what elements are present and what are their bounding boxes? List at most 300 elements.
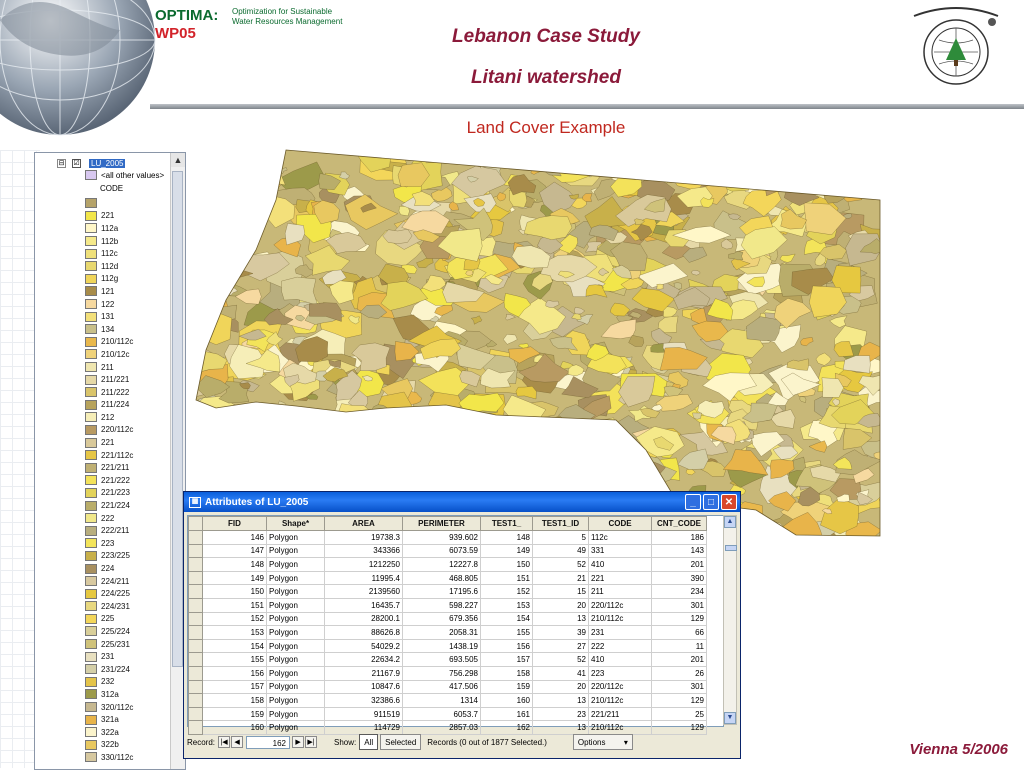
table-cell[interactable]: 17195.6 [403, 585, 481, 599]
table-cell[interactable]: 756.298 [403, 666, 481, 680]
land-cover-polygon[interactable] [209, 218, 229, 230]
column-header[interactable]: TEST1_ [481, 517, 533, 531]
table-cell[interactable]: 210/112c [589, 694, 652, 708]
land-cover-polygon[interactable] [559, 148, 591, 174]
table-cell[interactable]: 161 [481, 707, 533, 721]
table-cell[interactable]: 1212250 [325, 558, 403, 572]
legend-item[interactable] [85, 663, 133, 676]
table-cell[interactable]: 26 [652, 666, 707, 680]
legend-swatch[interactable] [85, 211, 97, 221]
table-cell[interactable]: Polygon [267, 585, 325, 599]
table-cell[interactable]: 155 [481, 626, 533, 640]
land-cover-polygon[interactable] [217, 437, 244, 464]
table-row[interactable] [189, 680, 707, 694]
table-cell[interactable]: 331 [589, 544, 652, 558]
land-cover-polygon[interactable] [192, 296, 220, 311]
land-cover-polygon[interactable] [406, 417, 425, 434]
legend-item[interactable] [85, 701, 133, 714]
legend-swatch[interactable] [85, 261, 97, 271]
land-cover-polygon[interactable] [319, 456, 347, 477]
table-cell[interactable]: 150 [203, 585, 267, 599]
row-selector[interactable] [189, 626, 203, 640]
legend-item[interactable] [85, 625, 133, 638]
land-cover-polygon[interactable] [206, 210, 253, 241]
land-cover-polygon[interactable] [478, 463, 507, 479]
legend-item[interactable] [85, 210, 133, 223]
table-cell[interactable]: 20 [533, 680, 589, 694]
row-selector[interactable] [189, 598, 203, 612]
land-cover-map[interactable] [196, 150, 880, 536]
table-cell[interactable]: Polygon [267, 598, 325, 612]
land-cover-polygon[interactable] [513, 141, 565, 172]
land-cover-polygon[interactable] [497, 442, 534, 469]
land-cover-polygon[interactable] [518, 144, 548, 166]
row-selector[interactable] [189, 544, 203, 558]
land-cover-polygon[interactable] [240, 198, 261, 213]
legend-item[interactable] [85, 562, 133, 575]
table-cell[interactable]: 129 [652, 612, 707, 626]
legend-swatch[interactable] [85, 475, 97, 485]
land-cover-polygon[interactable] [611, 152, 631, 171]
table-cell[interactable]: 221/211 [589, 707, 652, 721]
land-cover-polygon[interactable] [536, 442, 564, 463]
land-cover-polygon[interactable] [210, 226, 228, 241]
legend-item[interactable] [85, 197, 133, 210]
land-cover-polygon[interactable] [654, 150, 677, 166]
minimize-button[interactable]: _ [685, 494, 701, 510]
legend-swatch[interactable] [85, 312, 97, 322]
table-cell[interactable]: 28200.1 [325, 612, 403, 626]
legend-item[interactable] [85, 273, 133, 286]
window-titlebar[interactable] [184, 492, 740, 512]
legend-swatch[interactable] [85, 652, 97, 662]
table-cell[interactable]: 129 [652, 721, 707, 735]
previous-record-icon[interactable]: ◀ [231, 736, 243, 748]
land-cover-polygon[interactable] [549, 419, 560, 425]
land-cover-polygon[interactable] [300, 444, 319, 461]
land-cover-polygon[interactable] [348, 471, 360, 480]
table-cell[interactable]: 54029.2 [325, 639, 403, 653]
land-cover-polygon[interactable] [483, 478, 497, 491]
table-cell[interactable]: 160 [203, 721, 267, 735]
land-cover-polygon[interactable] [226, 211, 243, 224]
legend-item[interactable] [85, 461, 133, 474]
legend-swatch[interactable] [85, 400, 97, 410]
scroll-up-icon[interactable]: ▲ [724, 516, 736, 528]
table-cell[interactable]: 210/112c [589, 612, 652, 626]
land-cover-polygon[interactable] [706, 152, 757, 180]
land-cover-polygon[interactable] [390, 434, 434, 460]
legend-swatch[interactable] [85, 551, 97, 561]
last-record-icon[interactable]: ▶| [305, 736, 317, 748]
land-cover-polygon[interactable] [235, 239, 244, 247]
land-cover-polygon[interactable] [342, 473, 371, 486]
table-cell[interactable]: 27 [533, 639, 589, 653]
land-cover-polygon[interactable] [339, 458, 356, 471]
table-cell[interactable]: 11 [652, 639, 707, 653]
table-cell[interactable]: 153 [203, 626, 267, 640]
legend-item[interactable] [85, 323, 133, 336]
record-number-input[interactable]: 162 [246, 736, 290, 749]
table-cell[interactable]: 598.227 [403, 598, 481, 612]
land-cover-polygon[interactable] [431, 415, 478, 448]
table-cell[interactable]: 160 [481, 694, 533, 708]
table-cell[interactable]: Polygon [267, 612, 325, 626]
land-cover-polygon[interactable] [226, 452, 242, 465]
table-cell[interactable]: 149 [481, 544, 533, 558]
legend-swatch[interactable] [85, 689, 97, 699]
land-cover-polygon[interactable] [571, 141, 594, 159]
table-cell[interactable]: 679.356 [403, 612, 481, 626]
column-header[interactable]: Shape* [267, 517, 325, 531]
table-cell[interactable]: 220/112c [589, 680, 652, 694]
land-cover-polygon[interactable] [346, 416, 382, 449]
table-cell[interactable]: 25 [652, 707, 707, 721]
land-cover-polygon[interactable] [389, 410, 433, 427]
land-cover-polygon[interactable] [481, 137, 523, 168]
land-cover-polygon[interactable] [194, 444, 207, 451]
show-selected-button[interactable]: Selected [380, 734, 421, 750]
land-cover-polygon[interactable] [421, 418, 446, 431]
legend-swatch[interactable] [85, 576, 97, 586]
land-cover-polygon[interactable] [188, 166, 224, 191]
land-cover-polygon[interactable] [816, 153, 843, 181]
table-cell[interactable]: 221 [589, 571, 652, 585]
land-cover-polygon[interactable] [553, 467, 568, 481]
legend-swatch[interactable] [85, 236, 97, 246]
legend-item[interactable] [85, 688, 133, 701]
table-cell[interactable]: 693.505 [403, 653, 481, 667]
legend-swatch[interactable] [85, 362, 97, 372]
land-cover-polygon[interactable] [834, 168, 847, 177]
land-cover-polygon[interactable] [317, 428, 354, 449]
table-cell[interactable]: 186 [652, 531, 707, 545]
legend-item[interactable] [85, 399, 133, 412]
close-button[interactable]: ✕ [721, 494, 737, 510]
table-cell[interactable]: 2857.03 [403, 721, 481, 735]
row-selector[interactable] [189, 612, 203, 626]
legend-swatch[interactable] [85, 501, 97, 511]
legend-item[interactable] [85, 386, 133, 399]
land-cover-polygon[interactable] [199, 150, 222, 164]
table-cell[interactable]: Polygon [267, 707, 325, 721]
land-cover-polygon[interactable] [542, 152, 561, 164]
land-cover-polygon[interactable] [356, 438, 375, 451]
land-cover-polygon[interactable] [285, 413, 311, 428]
legend-swatch[interactable] [85, 752, 97, 762]
legend-item[interactable] [85, 613, 133, 626]
land-cover-polygon[interactable] [584, 456, 620, 487]
legend-swatch[interactable] [85, 513, 97, 523]
legend-item[interactable] [85, 222, 133, 235]
land-cover-polygon[interactable] [219, 412, 230, 419]
table-cell[interactable]: 150 [481, 558, 533, 572]
land-cover-polygon[interactable] [494, 442, 534, 473]
land-cover-polygon[interactable] [184, 260, 208, 281]
legend-item[interactable] [85, 235, 133, 248]
table-cell[interactable]: 16435.7 [325, 598, 403, 612]
table-cell[interactable]: 159 [481, 680, 533, 694]
table-cell[interactable]: 152 [481, 585, 533, 599]
table-cell[interactable]: Polygon [267, 626, 325, 640]
table-cell[interactable]: 157 [481, 653, 533, 667]
land-cover-polygon[interactable] [573, 147, 594, 159]
land-cover-polygon[interactable] [838, 152, 876, 174]
table-row[interactable] [189, 707, 707, 721]
table-cell[interactable]: 211 [589, 585, 652, 599]
land-cover-polygon[interactable] [465, 468, 487, 484]
land-cover-polygon[interactable] [611, 446, 650, 474]
land-cover-polygon[interactable] [210, 182, 235, 197]
table-cell[interactable]: 2139560 [325, 585, 403, 599]
land-cover-polygon[interactable] [423, 151, 438, 163]
land-cover-polygon[interactable] [729, 149, 744, 157]
legend-item[interactable] [85, 587, 133, 600]
table-cell[interactable]: 2058.31 [403, 626, 481, 640]
land-cover-polygon[interactable] [255, 162, 286, 185]
table-cell[interactable]: 148 [481, 531, 533, 545]
table-cell[interactable]: 21 [533, 571, 589, 585]
land-cover-polygon[interactable] [286, 445, 317, 473]
land-cover-polygon[interactable] [195, 250, 205, 256]
legend-item[interactable] [85, 310, 133, 323]
table-row[interactable] [189, 558, 707, 572]
table-cell[interactable]: 151 [203, 598, 267, 612]
land-cover-polygon[interactable] [810, 161, 845, 183]
table-cell[interactable]: 231 [589, 626, 652, 640]
legend-swatch[interactable] [85, 463, 97, 473]
land-cover-polygon[interactable] [417, 450, 446, 477]
land-cover-polygon[interactable] [291, 410, 345, 436]
land-cover-polygon[interactable] [340, 411, 378, 434]
legend-swatch[interactable] [85, 702, 97, 712]
table-cell[interactable]: 220/112c [589, 598, 652, 612]
table-cell[interactable]: 154 [481, 612, 533, 626]
land-cover-polygon[interactable] [622, 458, 641, 471]
legend-item[interactable] [85, 550, 133, 563]
table-cell[interactable]: Polygon [267, 531, 325, 545]
land-cover-polygon[interactable] [201, 316, 214, 324]
legend-swatch[interactable] [85, 286, 97, 296]
table-cell[interactable]: 162 [481, 721, 533, 735]
land-cover-polygon[interactable] [504, 425, 538, 447]
land-cover-polygon[interactable] [363, 453, 394, 477]
table-row[interactable] [189, 653, 707, 667]
table-cell[interactable]: Polygon [267, 571, 325, 585]
land-cover-polygon[interactable] [445, 449, 469, 470]
table-row[interactable] [189, 626, 707, 640]
table-cell[interactable]: 154 [203, 639, 267, 653]
land-cover-polygon[interactable] [583, 160, 607, 178]
land-cover-polygon[interactable] [589, 430, 629, 456]
legend-swatch[interactable] [85, 450, 97, 460]
table-cell[interactable]: 417.506 [403, 680, 481, 694]
row-selector-header[interactable] [189, 517, 203, 531]
table-cell[interactable]: 468.805 [403, 571, 481, 585]
legend-swatch[interactable] [85, 337, 97, 347]
column-header[interactable]: TEST1_ID [533, 517, 589, 531]
column-header[interactable]: PERIMETER [403, 517, 481, 531]
land-cover-polygon[interactable] [527, 140, 556, 165]
legend-item[interactable] [85, 713, 133, 726]
land-cover-polygon[interactable] [465, 463, 504, 483]
land-cover-polygon[interactable] [315, 427, 332, 436]
land-cover-polygon[interactable] [399, 415, 447, 444]
table-cell[interactable]: 112c [589, 531, 652, 545]
table-cell[interactable]: 223 [589, 666, 652, 680]
land-cover-polygon[interactable] [183, 468, 208, 485]
table-cell[interactable]: Polygon [267, 666, 325, 680]
row-selector[interactable] [189, 571, 203, 585]
scrollbar-thumb[interactable] [172, 171, 183, 667]
land-cover-polygon[interactable] [261, 432, 288, 444]
table-cell[interactable]: 156 [203, 666, 267, 680]
table-cell[interactable]: 157 [203, 680, 267, 694]
legend-swatch[interactable] [85, 740, 97, 750]
land-cover-polygon[interactable] [388, 443, 403, 453]
legend-swatch[interactable] [85, 249, 97, 259]
table-row[interactable] [189, 666, 707, 680]
table-row[interactable] [189, 544, 707, 558]
land-cover-polygon[interactable] [529, 157, 543, 168]
land-cover-polygon[interactable] [262, 180, 280, 191]
land-cover-polygon[interactable] [230, 192, 248, 202]
table-cell[interactable]: 301 [652, 680, 707, 694]
land-cover-polygon[interactable] [430, 435, 473, 464]
table-row[interactable] [189, 639, 707, 653]
table-cell[interactable]: 129 [652, 694, 707, 708]
land-cover-polygon[interactable] [813, 142, 843, 165]
first-record-icon[interactable]: |◀ [218, 736, 230, 748]
land-cover-polygon[interactable] [588, 463, 610, 481]
table-cell[interactable]: 148 [203, 558, 267, 572]
legend-swatch[interactable] [85, 412, 97, 422]
legend-item[interactable] [85, 424, 133, 437]
table-cell[interactable]: 939.602 [403, 531, 481, 545]
land-cover-polygon[interactable] [409, 480, 426, 489]
legend-item[interactable] [85, 336, 133, 349]
table-cell[interactable]: Polygon [267, 721, 325, 735]
land-cover-polygon[interactable] [201, 403, 253, 435]
land-cover-polygon[interactable] [401, 462, 452, 489]
legend-item[interactable] [85, 739, 133, 752]
land-cover-polygon[interactable] [224, 432, 256, 454]
legend-item[interactable] [85, 512, 133, 525]
table-cell[interactable]: 23 [533, 707, 589, 721]
maximize-button[interactable]: □ [703, 494, 719, 510]
land-cover-polygon[interactable] [331, 468, 356, 487]
table-row[interactable] [189, 531, 707, 545]
row-selector[interactable] [189, 558, 203, 572]
land-cover-polygon[interactable] [266, 412, 274, 419]
table-cell[interactable]: 20 [533, 598, 589, 612]
legend-swatch[interactable] [85, 564, 97, 574]
legend-item[interactable] [85, 537, 133, 550]
table-cell[interactable]: 147 [203, 544, 267, 558]
table-cell[interactable]: 1314 [403, 694, 481, 708]
land-cover-polygon[interactable] [447, 418, 477, 437]
table-row[interactable] [189, 598, 707, 612]
land-cover-polygon[interactable] [418, 148, 442, 161]
land-cover-polygon[interactable] [602, 146, 625, 160]
land-cover-polygon[interactable] [804, 186, 816, 194]
table-row[interactable] [189, 585, 707, 599]
table-cell[interactable]: 21167.9 [325, 666, 403, 680]
land-cover-polygon[interactable] [386, 410, 440, 440]
land-cover-polygon[interactable] [536, 458, 553, 471]
legend-swatch[interactable] [85, 375, 97, 385]
table-cell[interactable]: Polygon [267, 544, 325, 558]
table-row[interactable] [189, 571, 707, 585]
table-cell[interactable]: 15 [533, 585, 589, 599]
land-cover-polygon[interactable] [477, 427, 505, 443]
legend-swatch[interactable] [85, 349, 97, 359]
table-cell[interactable]: 301 [652, 598, 707, 612]
legend-swatch[interactable] [85, 538, 97, 548]
land-cover-polygon[interactable] [204, 413, 226, 430]
table-cell[interactable]: 39 [533, 626, 589, 640]
land-cover-polygon[interactable] [205, 190, 215, 199]
legend-item[interactable] [85, 726, 133, 739]
land-cover-polygon[interactable] [832, 147, 871, 173]
legend-swatch[interactable] [85, 639, 97, 649]
scrollbar-thumb[interactable] [725, 545, 737, 551]
table-cell[interactable]: 41 [533, 666, 589, 680]
land-cover-polygon[interactable] [366, 412, 399, 443]
legend-item[interactable] [85, 575, 133, 588]
column-header[interactable]: AREA [325, 517, 403, 531]
land-cover-polygon[interactable] [313, 427, 340, 445]
table-cell[interactable]: 11995.4 [325, 571, 403, 585]
row-selector[interactable] [189, 653, 203, 667]
collapse-icon[interactable]: ⊟ [58, 159, 65, 167]
legend-swatch[interactable] [85, 324, 97, 334]
table-cell[interactable]: 390 [652, 571, 707, 585]
land-cover-polygon[interactable] [421, 454, 432, 462]
legend-item[interactable] [85, 449, 133, 462]
table-cell[interactable]: 158 [203, 694, 267, 708]
legend-item[interactable] [85, 373, 133, 386]
table-cell[interactable]: 343366 [325, 544, 403, 558]
land-cover-polygon[interactable] [429, 442, 465, 460]
land-cover-polygon[interactable] [475, 474, 487, 482]
legend-item[interactable] [85, 487, 133, 500]
table-cell[interactable]: 52 [533, 653, 589, 667]
land-cover-polygon[interactable] [656, 155, 668, 165]
legend-swatch[interactable] [85, 626, 97, 636]
table-cell[interactable]: 1438.19 [403, 639, 481, 653]
legend-item[interactable] [85, 600, 133, 613]
land-cover-polygon[interactable] [538, 146, 573, 171]
legend-swatch[interactable] [85, 614, 97, 624]
land-cover-polygon[interactable] [368, 446, 388, 459]
land-cover-polygon[interactable] [553, 157, 570, 168]
table-cell[interactable]: 5 [533, 531, 589, 545]
legend-swatch[interactable] [85, 727, 97, 737]
table-cell[interactable]: 234 [652, 585, 707, 599]
next-record-icon[interactable]: ▶ [292, 736, 304, 748]
row-selector[interactable] [189, 666, 203, 680]
legend-item[interactable] [85, 411, 133, 424]
land-cover-polygon[interactable] [697, 172, 710, 177]
options-button[interactable] [573, 734, 633, 750]
land-cover-polygon[interactable] [583, 438, 607, 453]
legend-item[interactable] [85, 260, 133, 273]
legend-item[interactable] [85, 524, 133, 537]
land-cover-polygon[interactable] [746, 165, 762, 174]
legend-swatch[interactable] [85, 664, 97, 674]
land-cover-polygon[interactable] [508, 462, 542, 485]
